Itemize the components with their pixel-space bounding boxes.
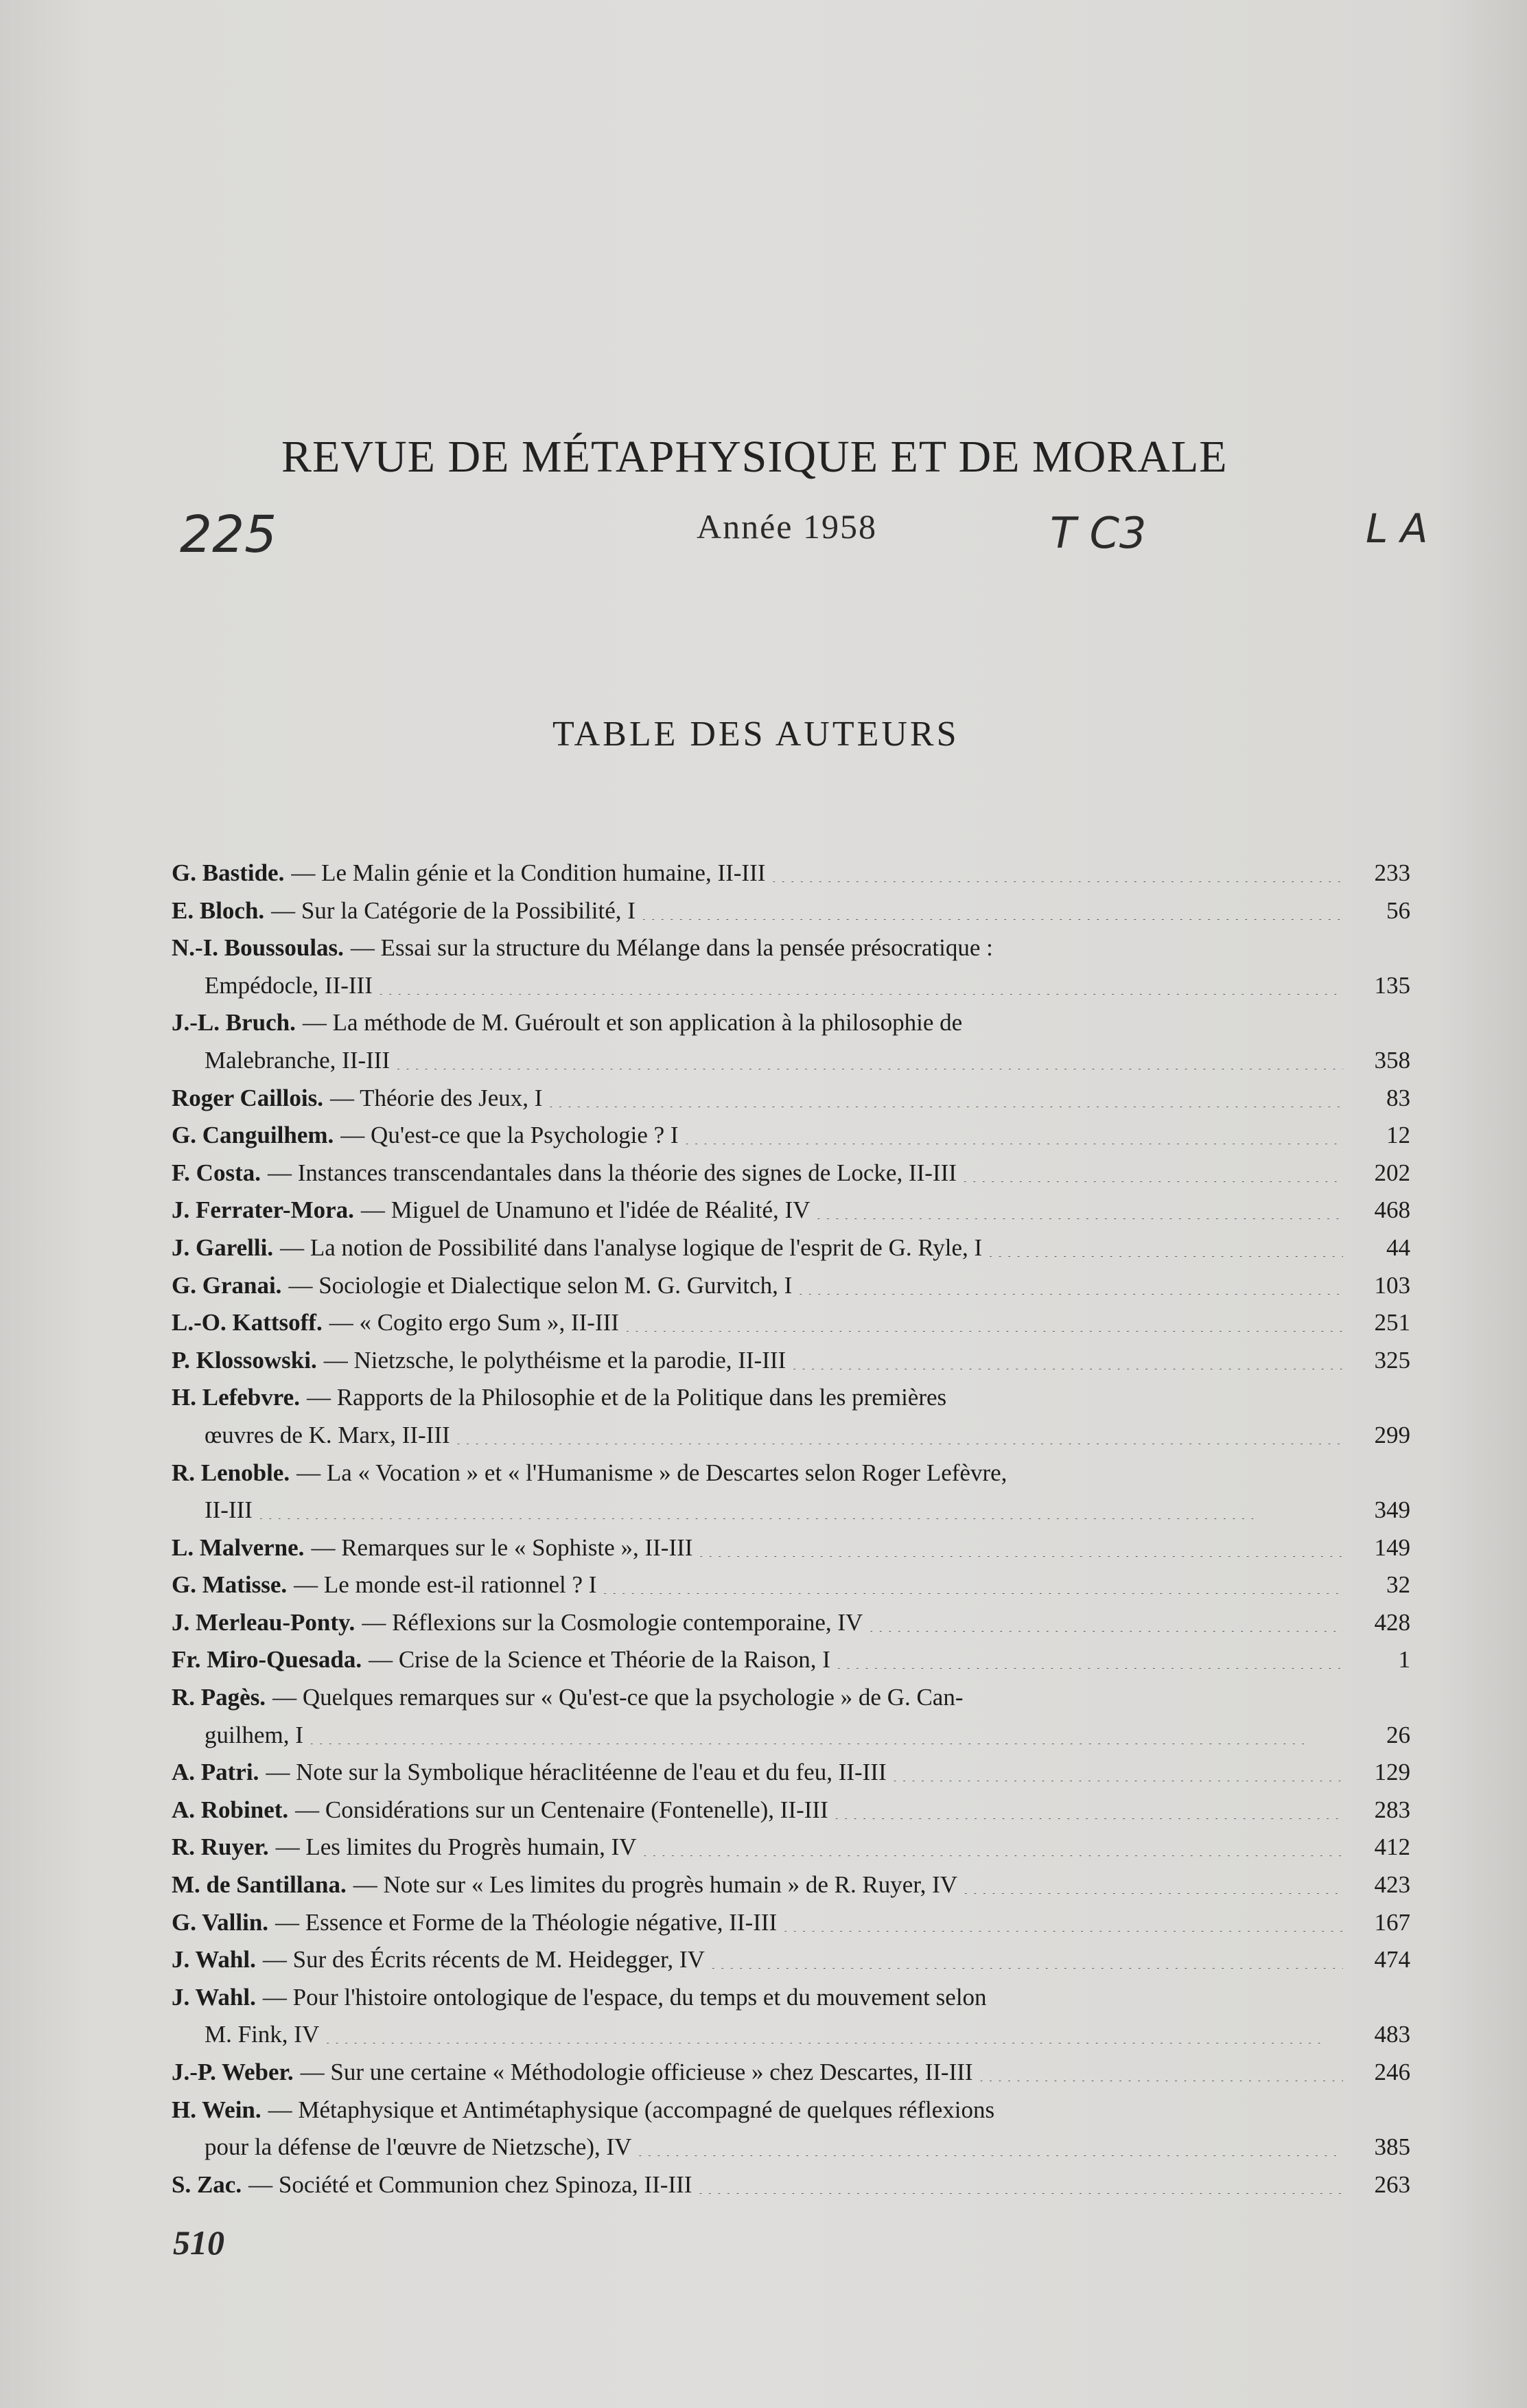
entry-title: Empédocle, II-III [205,971,373,999]
index-entry [172,1192,1410,1229]
dot-leader [791,1345,1343,1369]
index-entry-line [172,1941,1410,1979]
entry-author: F. Costa. [172,1159,261,1186]
entry-page: 468 [1374,1196,1410,1224]
entry-page: 474 [1374,1946,1410,1973]
index-entry-line [172,1866,1410,1904]
index-entry [172,1455,1410,1529]
entry-author: A. Robinet. [172,1796,289,1823]
index-entry-line [172,1379,1410,1417]
index-entry [172,2092,1410,2166]
entry-page: 103 [1374,1271,1410,1299]
dot-leader [771,858,1343,882]
entry-page: 412 [1374,1833,1410,1861]
index-entry-line [172,1904,1410,1942]
index-entry [172,1379,1410,1454]
entry-page: 44 [1386,1234,1410,1261]
index-entry [172,1342,1410,1380]
entry-author: J.-P. Weber. [172,2059,294,2085]
dot-leader [979,2057,1343,2081]
index-entry-line [172,2054,1410,2092]
entry-title: — Métaphysique et Antimétaphysique (accompagné de quelques réflexions [268,2096,995,2123]
index-entry [172,1155,1410,1192]
index-entry [172,1117,1410,1155]
entry-page: 1 [1398,1646,1410,1674]
entry-title: — Note sur « Les limites du progrès humain » de R. Ruyer, IV [353,1871,958,1899]
index-entry [172,1529,1410,1567]
dot-leader [988,1233,1343,1257]
dot-leader [548,1083,1343,1107]
entry-title: — Crise de la Science et Théorie de la Raison, I [369,1646,830,1674]
entry-title: — Rapports de la Philosophie et de la Politique dans les premières [306,1384,947,1411]
entry-title: — Remarques sur le « Sophiste », II-III [311,1533,693,1561]
entry-author: R. Lenoble. [172,1459,290,1486]
handwritten-note-mid: T C3 [1050,508,1147,558]
index-entry [172,1004,1410,1079]
dot-leader [637,2132,1343,2156]
index-entry-line [172,1979,1410,2017]
index-entry-line [172,892,1410,930]
entry-author: A. Patri. [172,1759,259,1786]
entry-title: — Théorie des Jeux, I [330,1084,543,1111]
index-entry-line [172,2092,1410,2129]
entry-title: — Miguel de Unamuno et l'idée de Réalité, IV [360,1196,811,1224]
handwritten-note-left: 225 [180,505,277,564]
entry-author: G. Matisse. [172,1571,288,1599]
index-entry [172,1829,1410,1866]
entry-page: 251 [1374,1309,1410,1336]
entry-title: — Les limites du Progrès humain, IV [275,1833,637,1861]
section-title: TABLE DES AUTEURS [552,715,959,754]
entry-page: 167 [1374,1908,1410,1936]
index-entry-line [172,1679,1410,1717]
index-entry-line [172,1492,1410,1529]
entry-author: J.-L. Bruch. [172,1009,296,1037]
entry-title: — « Cogito ergo Sum », II-III [329,1309,619,1336]
entry-author: M. de Santillana. [172,1871,347,1899]
index-entry [172,1979,1410,2054]
index-entry [172,2166,1410,2204]
dot-leader [684,1120,1343,1144]
entry-title: Malebranche, II-III [205,1046,391,1074]
entry-title: pour la défense de l'œuvre de Nietzsche), IV [205,2133,632,2161]
index-entry [172,1866,1410,1904]
index-entry-line [172,1080,1410,1118]
entry-title: — Essai sur la structure du Mélange dans la pensée présocratique : [350,934,993,962]
entry-title: M. Fink, IV [205,2021,320,2048]
index-entry [172,1604,1410,1642]
entry-title: — Sur la Catégorie de la Possibilité, I [271,896,636,924]
entry-author: J. Garelli. [172,1234,274,1261]
dot-leader [836,1645,1343,1669]
index-entry-line [172,1267,1410,1305]
entry-author: G. Bastide. [172,859,285,886]
entry-author: Roger Caillois. [172,1084,324,1111]
index-entry-line [172,1417,1410,1455]
entry-title: — Le Malin génie et la Condition humaine, II-III [291,859,766,886]
dot-leader [962,1158,1343,1182]
dot-leader [710,1945,1343,1969]
entry-author: N.-I. Boussoulas. [172,934,344,962]
dot-leader [698,1533,1343,1557]
dot-leader [625,1308,1343,1332]
dot-leader [309,1720,1343,1744]
year: Année 1958 [697,507,877,546]
entry-title: — La méthode de M. Guéroult et son application à la philosophie de [302,1009,963,1037]
dot-leader [782,1908,1343,1932]
index-entry [172,1754,1410,1792]
dot-leader [378,971,1343,995]
entry-page: 202 [1374,1159,1410,1186]
entry-title: — Société et Communion chez Spinoza, II-III [248,2170,692,2198]
entry-title: guilhem, I [205,1721,303,1748]
dot-leader [641,896,1343,920]
entry-page: 32 [1386,1571,1410,1599]
entry-title: — Essence et Forme de la Théologie négative, II-III [275,1908,778,1936]
index-entry-line [172,1192,1410,1229]
index-entry [172,1904,1410,1942]
entry-title: — Pour l'histoire ontologique de l'espace, du temps et du mouvement selon [262,1983,987,2011]
dot-leader [815,1195,1343,1219]
entry-author: J. Wahl. [172,1946,256,1973]
dot-leader [325,2019,1343,2044]
entry-page: 129 [1374,1759,1410,1786]
entry-title: — Quelques remarques sur « Qu'est-ce que la psychologie » de G. Can- [272,1684,964,1711]
index-entry [172,929,1410,1004]
index-entry-line [172,929,1410,967]
entry-page: 283 [1374,1796,1410,1823]
entry-author: R. Pagès. [172,1684,266,1711]
index-entry-line [172,1529,1410,1567]
entry-page: 349 [1374,1496,1410,1524]
entry-page: 26 [1386,1721,1410,1748]
index-entry-line [172,855,1410,892]
entry-author: J. Ferrater-Mora. [172,1196,354,1224]
entry-page: 299 [1374,1421,1410,1448]
dot-leader [892,1757,1343,1781]
entry-title: — Note sur la Symbolique héraclitéenne de l'eau et du feu, II-III [266,1759,887,1786]
index-entry [172,1080,1410,1118]
dot-leader [697,2170,1343,2194]
dot-leader [456,1420,1343,1444]
dot-leader [602,1570,1343,1594]
entry-author: G. Granai. [172,1271,282,1299]
entry-author: L. Malverne. [172,1533,305,1561]
entry-title: — Considérations sur un Centenaire (Fontenelle), II-III [295,1796,828,1823]
index-entry [172,855,1410,892]
entry-page: 428 [1374,1608,1410,1636]
entry-author: J. Wahl. [172,1983,256,2011]
page-number: 510 [173,2223,224,2262]
entry-author: R. Ruyer. [172,1833,269,1861]
entry-title: œuvres de K. Marx, II-III [205,1421,450,1448]
index-entry-line [172,1455,1410,1492]
entry-title: — Sociologie et Dialectique selon M. G. Gurvitch, I [288,1271,793,1299]
index-entry-line [172,1792,1410,1829]
dot-leader [834,1795,1343,1819]
index-entry-line [172,1117,1410,1155]
entry-page: 385 [1374,2133,1410,2161]
index-entry-line [172,2016,1410,2054]
entry-page: 423 [1374,1871,1410,1899]
index-entry-line [172,1342,1410,1380]
dot-leader [642,1832,1343,1856]
entry-title: — La notion de Possibilité dans l'analyse logique de l'esprit de G. Ryle, I [280,1234,983,1261]
index-entry-line [172,1566,1410,1604]
entry-title: — Le monde est-il rationnel ? I [294,1571,597,1599]
dot-leader [258,1495,1343,1519]
entry-page: 12 [1386,1122,1410,1149]
dot-leader [868,1608,1343,1632]
index-entry [172,1566,1410,1604]
index-entry-line [172,1717,1410,1755]
index-entry [172,1267,1410,1305]
entry-title: — Qu'est-ce que la Psychologie ? I [340,1122,679,1149]
entry-title: — Réflexions sur la Cosmologie contemporaine, IV [362,1608,863,1636]
entry-author: L.-O. Kattsoff. [172,1309,323,1336]
entry-page: 135 [1374,971,1410,999]
entry-title: — Sur des Écrits récents de M. Heidegger, IV [262,1946,705,1973]
entry-author: E. Bloch. [172,896,265,924]
entry-title: — Sur une certaine « Méthodologie officieuse » chez Descartes, II-III [300,2059,973,2085]
index-entry-line [172,1042,1410,1080]
index-entry [172,1941,1410,1979]
entry-title: — Nietzsche, le polythéisme et la parodie, II-III [323,1346,786,1374]
entry-author: P. Klossowski. [172,1346,317,1374]
index-entry [172,2054,1410,2092]
index-entry-line [172,1155,1410,1192]
entry-page: 56 [1386,896,1410,924]
entry-title: — La « Vocation » et « l'Humanisme » de Descartes selon Roger Lefèvre, [296,1459,1007,1486]
index-entry [172,1641,1410,1679]
entry-page: 325 [1374,1346,1410,1374]
entry-page: 358 [1374,1046,1410,1074]
entry-page: 246 [1374,2059,1410,2085]
entry-title: II-III [205,1496,253,1524]
author-index-list [172,855,1410,2203]
entry-author: S. Zac. [172,2170,242,2198]
entry-title: — Instances transcendantales dans la théorie des signes de Locke, II-III [267,1159,957,1186]
index-entry [172,892,1410,930]
entry-author: G. Canguilhem. [172,1122,334,1149]
entry-page: 233 [1374,859,1410,886]
index-entry-line [172,2166,1410,2204]
entry-author: Fr. Miro-Quesada. [172,1646,362,1674]
index-entry-line [172,1604,1410,1642]
entry-author: H. Wein. [172,2096,261,2123]
index-entry [172,1229,1410,1267]
dot-leader [395,1045,1343,1069]
index-entry [172,1304,1410,1342]
index-entry-line [172,967,1410,1005]
entry-author: J. Merleau-Ponty. [172,1608,355,1636]
index-entry [172,1679,1410,1754]
index-entry [172,1792,1410,1829]
index-entry-line [172,2129,1410,2166]
entry-author: H. Lefebvre. [172,1384,300,1411]
dot-leader [963,1870,1343,1894]
entry-author: G. Vallin. [172,1908,269,1936]
entry-page: 149 [1374,1533,1410,1561]
index-entry-line [172,1004,1410,1042]
journal-title: REVUE DE MÉTAPHYSIQUE ET DE MORALE [281,432,1228,482]
index-entry-line [172,1229,1410,1267]
index-entry-line [172,1304,1410,1342]
index-entry-line [172,1641,1410,1679]
entry-page: 483 [1374,2021,1410,2048]
index-entry-line [172,1754,1410,1792]
entry-page: 83 [1386,1084,1410,1111]
index-entry-line [172,1829,1410,1866]
entry-page: 263 [1374,2170,1410,2198]
handwritten-note-right: L A [1366,505,1428,552]
dot-leader [797,1271,1343,1295]
